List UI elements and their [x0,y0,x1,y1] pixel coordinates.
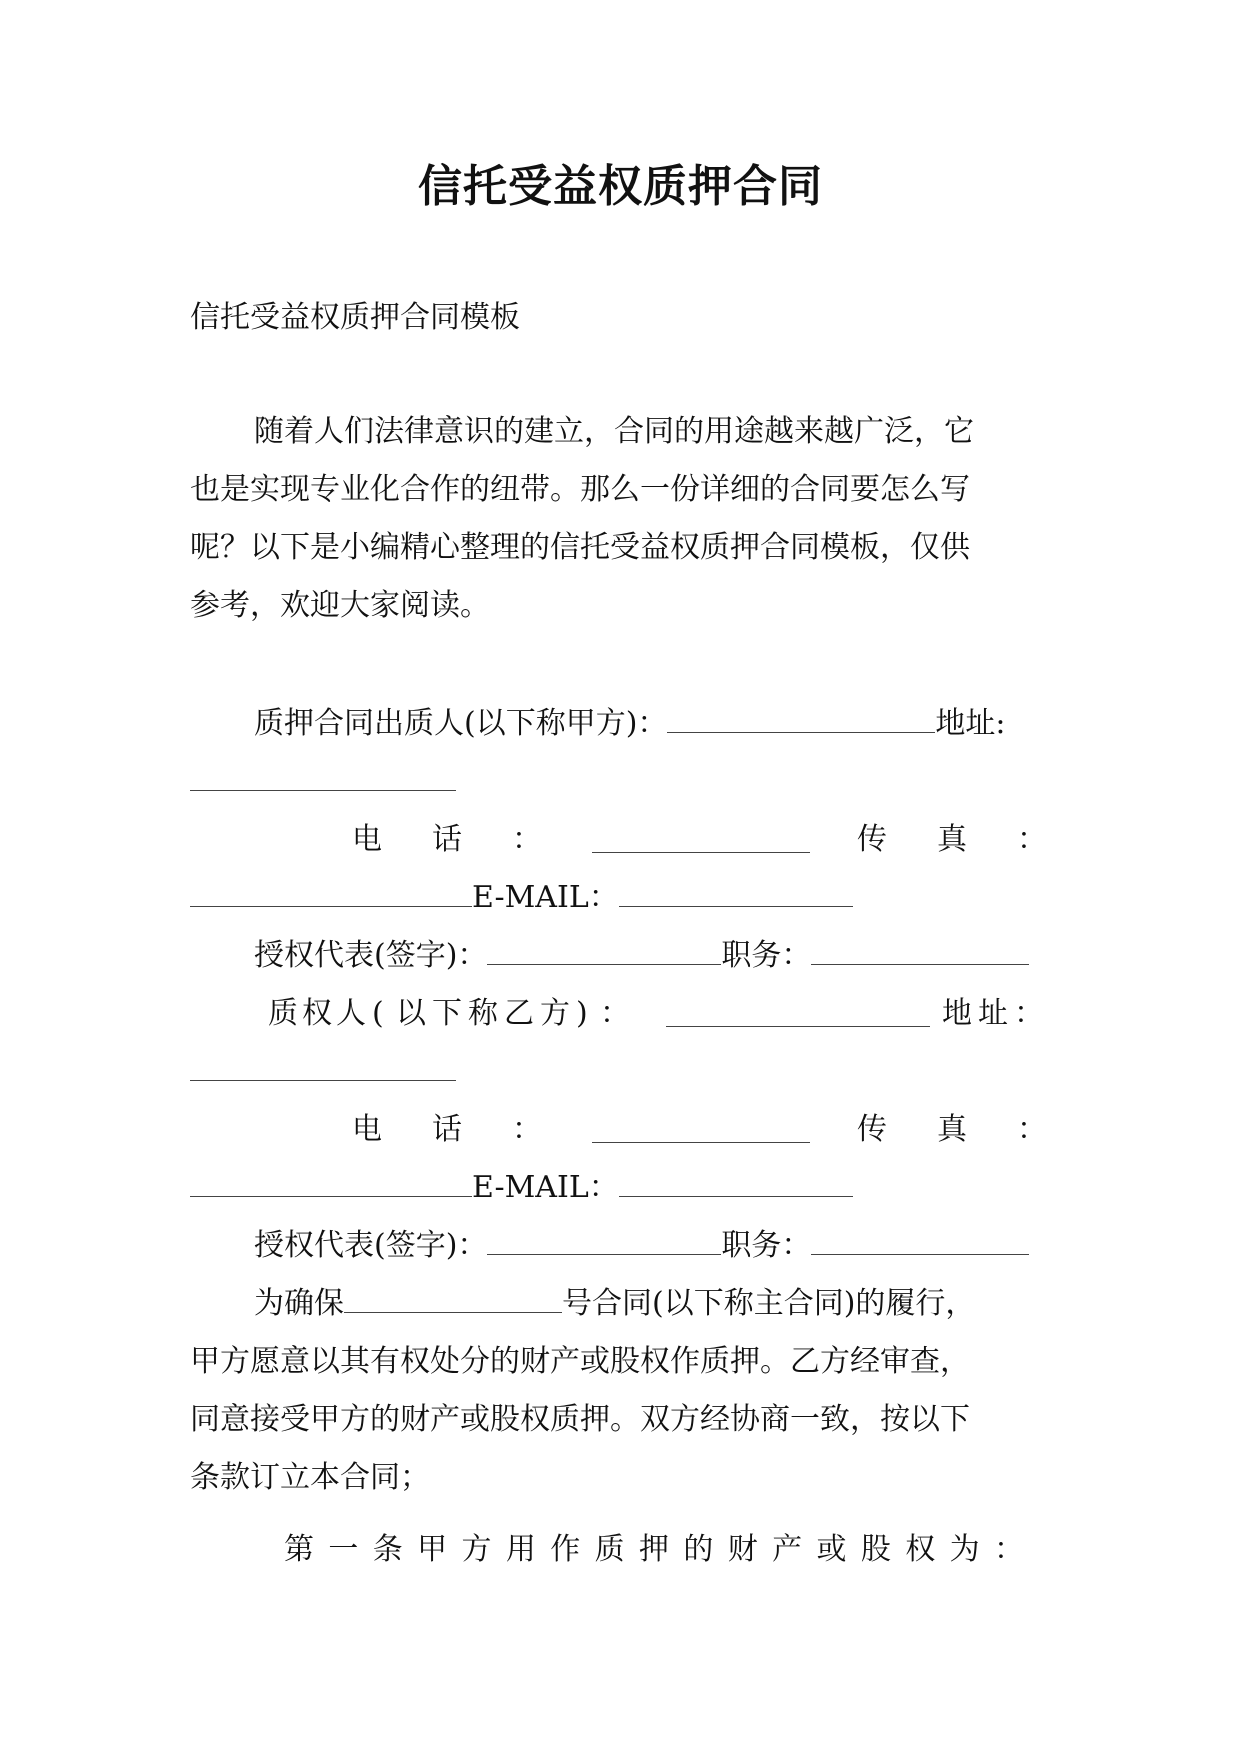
fax-char: 真 [937,822,967,857]
party-b-name-field[interactable] [666,998,930,1027]
purpose-row [190,1284,1052,1324]
party-b-email-row [190,1168,1052,1208]
intro-line-3: 呢？以下是小编精心整理的信托受益权质押合同模板，仅供 [190,530,970,565]
purpose-line-2: 甲方愿意以其有权处分的财产或股权作质押。乙方经审查， [190,1344,970,1379]
fax-char: 传 [857,1112,887,1147]
purpose-line-3: 同意接受甲方的财产或股权质押。双方经协商一致，按以下 [190,1402,970,1437]
article-char: 用 [505,1532,536,1567]
party-b-label-colon: ： [600,996,630,1031]
article-char: 方 [461,1532,492,1567]
party-a-email-field[interactable] [619,878,853,907]
party-b-phone-field[interactable] [592,1114,810,1143]
party-b-position-label: 职务： [721,1228,812,1263]
article-char: 权 [905,1532,936,1567]
party-a-position-field[interactable] [811,936,1029,965]
party-a-address-field[interactable] [190,762,456,791]
article-char: 质 [594,1532,625,1567]
party-a-position-label: 职务： [721,938,812,973]
party-b-label-char: 乙 [504,996,534,1031]
party-a-name-field[interactable] [667,704,935,733]
article-char: 一 [328,1532,359,1567]
phone-char: 电 [352,822,382,857]
article-char: 作 [550,1532,581,1567]
article-char: 条 [372,1532,403,1567]
party-b-address-colon: ： [1014,996,1044,1031]
article-char: 的 [683,1532,714,1567]
party-b-address-char: 地 [942,996,972,1031]
party-b-label-char: ) [576,996,588,1031]
party-b-position-field[interactable] [811,1226,1029,1255]
party-b-label-char: 方 [540,996,570,1031]
party-a-email-label: E-MAIL： [472,880,619,915]
party-a-row [190,704,1052,744]
party-b-address-field[interactable] [190,1052,456,1081]
article-char: 股 [860,1532,891,1567]
party-a-address-row [190,762,1052,802]
party-a-address-label: 地址: [935,706,1006,741]
party-a-rep-label: 授权代表(签字)： [254,938,488,973]
fax-colon: ： [1017,1112,1047,1147]
party-a-email-row [190,878,1052,918]
purpose-prefix: 为确保 [254,1286,344,1321]
party-b-label-char: ( [372,996,384,1031]
party-a-label: 质押合同出质人(以下称甲方)： [254,706,668,741]
party-b-fax-field[interactable] [190,1168,472,1197]
party-b-address-row [190,1052,1052,1092]
article-char: 财 [727,1532,758,1567]
fax-colon: ： [1017,822,1047,857]
party-b-address-char: 址 [978,996,1008,1031]
party-a-fax-field[interactable] [190,878,472,907]
article-char: 为 [949,1532,980,1567]
intro-line-2: 也是实现专业化合作的纽带。那么一份详细的合同要怎么写 [190,472,970,507]
party-b-rep-field[interactable] [487,1226,721,1255]
party-b-label-char: 质 [268,996,298,1031]
phone-char: 电 [352,1112,382,1147]
document-subtitle: 信托受益权质押合同模板 [190,300,520,335]
party-a-rep-field[interactable] [487,936,721,965]
party-b-label-char: 权 [302,996,332,1031]
party-b-rep-row [190,1226,1052,1266]
party-b-rep-label: 授权代表(签字)： [254,1228,488,1263]
fax-char: 真 [937,1112,967,1147]
article-1-heading [284,1530,1024,1570]
party-b-label-char: 人 [336,996,366,1031]
article-char: 押 [639,1532,669,1567]
party-b-label-char: 下 [432,996,462,1031]
intro-line-4: 参考，欢迎大家阅读。 [190,588,490,623]
article-char: 甲 [417,1532,448,1567]
party-a-rep-row [190,936,1052,976]
phone-char: 话 [432,822,462,857]
intro-line-1: 随着人们法律意识的建立，合同的用途越来越广泛，它 [254,414,974,449]
phone-colon: ： [512,822,542,857]
party-b-label-char: 以 [396,996,426,1031]
party-b-email-label: E-MAIL： [472,1170,619,1205]
article-colon: ： [994,1532,1024,1567]
party-a-phone-field[interactable] [592,824,810,853]
fax-char: 传 [857,822,887,857]
phone-colon: ： [512,1112,542,1147]
party-b-label-char: 称 [468,996,498,1031]
purpose-line-4: 条款订立本合同； [190,1460,430,1495]
purpose-suffix: 号合同(以下称主合同)的履行， [562,1286,976,1321]
article-char: 产 [772,1532,803,1567]
party-b-email-field[interactable] [619,1168,853,1197]
main-contract-number-field[interactable] [344,1284,562,1313]
document-title: 信托受益权质押合同 [418,161,823,212]
article-char: 第 [284,1532,314,1567]
phone-char: 话 [432,1112,462,1147]
article-char: 或 [816,1532,847,1567]
